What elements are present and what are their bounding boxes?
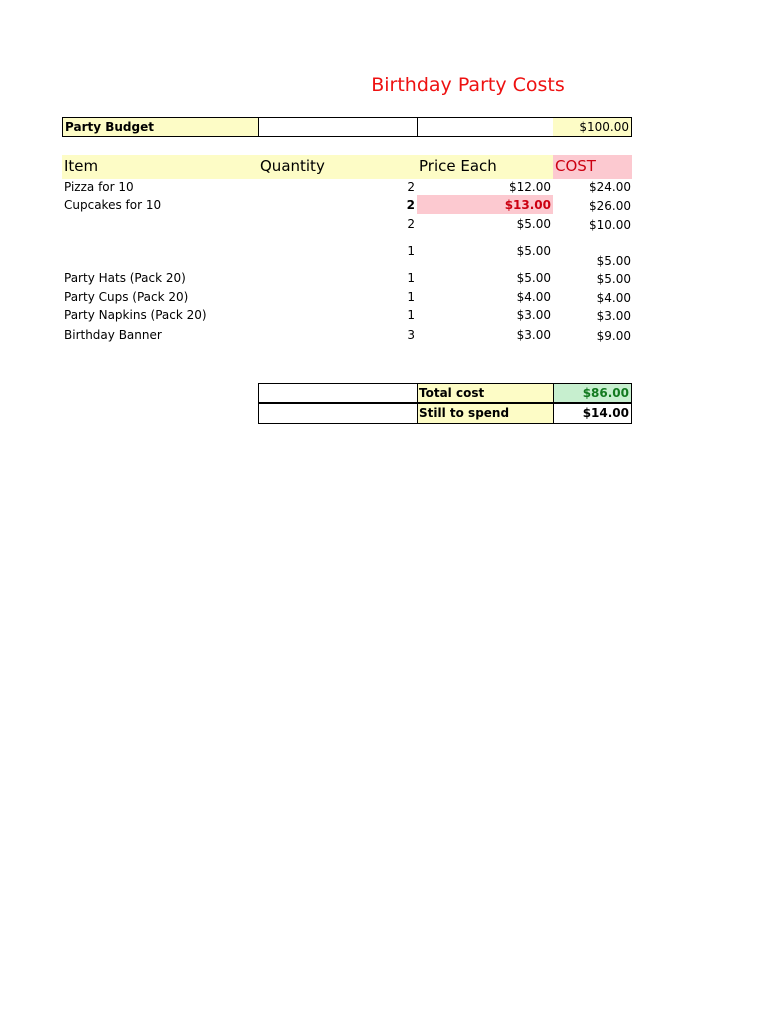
item-quantity[interactable]: 3 [407,328,415,342]
table-row [0,214,768,234]
total-cost-value[interactable]: $86.00 [553,383,632,403]
item-name[interactable]: Party Napkins (Pack 20) [64,308,207,322]
sheet-title: Birthday Party Costs [371,74,565,96]
totals-empty-cell[interactable] [258,403,418,424]
item-cost[interactable]: $5.00 [596,272,631,286]
item-cost[interactable]: $24.00 [589,180,631,194]
budget-value-cell[interactable]: $100.00 [553,117,632,137]
item-price[interactable]: $12.00 [509,180,551,194]
item-quantity[interactable]: 1 [407,244,415,258]
item-price[interactable]: $5.00 [516,244,551,258]
total-cost-label[interactable]: Total cost [417,383,554,403]
item-price[interactable]: $4.00 [516,290,551,304]
item-cost[interactable]: $5.00 [596,254,631,268]
item-quantity[interactable]: 2 [407,180,415,194]
item-quantity[interactable]: 2 [406,198,415,212]
table-row [0,177,768,197]
item-cost[interactable]: $10.00 [589,218,631,232]
table-row [0,195,768,215]
table-row [0,287,768,307]
item-quantity[interactable]: 1 [407,308,415,322]
item-name[interactable]: Cupcakes for 10 [64,198,162,212]
table-row [0,241,768,268]
table-row [0,268,768,288]
item-price[interactable]: $3.00 [516,308,551,322]
item-name[interactable]: Pizza for 10 [64,180,134,194]
item-quantity[interactable]: 1 [407,271,415,285]
still-to-spend-label[interactable]: Still to spend [417,403,554,424]
table-row [0,305,768,325]
item-cost[interactable]: $26.00 [589,199,631,213]
item-quantity[interactable]: 2 [407,217,415,231]
header-cost[interactable]: COST [553,155,632,179]
item-name[interactable]: Party Hats (Pack 20) [64,271,186,285]
item-cost[interactable]: $3.00 [596,309,631,323]
item-name[interactable]: Party Cups (Pack 20) [64,290,189,304]
header-item[interactable]: Item [62,155,258,179]
item-cost[interactable]: $4.00 [596,291,631,305]
item-quantity[interactable]: 1 [407,290,415,304]
item-price-highlighted[interactable]: $13.00 [417,195,553,214]
totals-empty-cell[interactable] [258,383,418,403]
still-to-spend-value[interactable]: $14.00 [553,403,632,424]
budget-label-cell[interactable]: Party Budget [62,117,259,137]
budget-empty-cell-b[interactable] [258,117,418,137]
item-price[interactable]: $3.00 [516,328,551,342]
header-price-each[interactable]: Price Each [417,155,553,179]
item-cost[interactable]: $9.00 [596,329,631,343]
item-price[interactable]: $5.00 [516,271,551,285]
header-quantity[interactable]: Quantity [258,155,417,179]
budget-empty-cell-c[interactable] [417,117,554,137]
item-price[interactable]: $5.00 [516,217,551,231]
item-name[interactable]: Birthday Banner [64,328,162,342]
table-row [0,325,768,345]
